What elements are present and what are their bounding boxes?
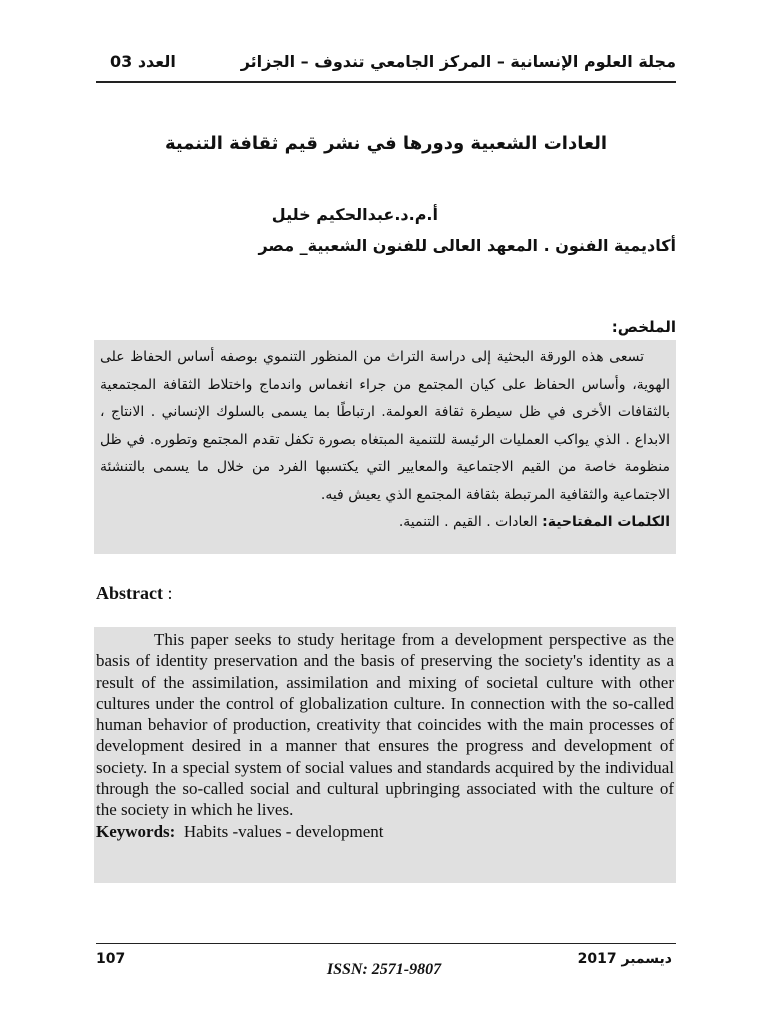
english-keywords-label: Keywords:: [96, 821, 176, 841]
english-abstract-box: [94, 627, 676, 883]
page-number: 107: [96, 951, 126, 967]
arabic-abstract-heading: الملخص:: [611, 318, 676, 336]
issn: ISSN: 2571-9807: [326, 961, 442, 978]
english-keywords: [96, 821, 674, 843]
author-affiliation: أكاديمية الفنون . المعهد العالى للفنون الشعبية_ مصر: [258, 236, 676, 255]
issue-label: العدد: [137, 52, 176, 71]
arabic-abstract-box: [94, 340, 676, 554]
article-title: العادات الشعبية ودورها في نشر قيم ثقافة التنمية: [164, 133, 608, 154]
issue-date: ديسمبر 2017: [577, 951, 672, 967]
arabic-keywords-value: العادات . القيم . التنمية.: [398, 514, 538, 530]
arabic-keywords: [100, 509, 670, 535]
english-abstract-heading: [96, 583, 173, 604]
arabic-abstract-text: تسعى هذه الورقة البحثية إلى دراسة التراث من المنظور التنموي بوصفه أساس الحفاظ على الهوية، وأساس الحفاظ على كيان المجتمع من جراء انغماس واندماج واختلاط الثقافة المجتمعية بالثقافات الأخرى في ظل سيطرة ثقافة العولمة. ارتباطًا بما يسمى بالسلوك الإنساني . الانتاج ، الابداع . الذي يواكب العمليات الرئيسة للتنمية المبتغاه بصورة تكفل تقدم المجتمع وتطوره. في ظل منظومة خاصة من القيم الاجتماعية والمعايير التي يكتسبها الفرد من خلال ما يسمى بالتنشئة الاجتماعية والثقافية المرتبطة بثقافة المجتمع الذي يعيش فيه.: [100, 349, 670, 503]
english-keywords-value: Habits -values - development: [183, 821, 384, 841]
footer-divider: [96, 943, 676, 944]
english-abstract-text: This paper seeks to study heritage from a development perspective as the basis of identity preservation and the basis of preserving the society's identity as a result of the assimilation, assimilation and mixing of societal culture with other cultures under the control of globalization culture. In connection with the so-called human behavior of production, creativity that coincides with the main processes of development desired in a manner that ensures the progress and development of society. In a special system of social values and standards acquired by the individual through the so-called social and cultural upbringing associated with the culture of the society in which he lives.: [96, 630, 674, 820]
english-abstract-label-suffix: :: [162, 583, 173, 603]
header-divider: [96, 81, 676, 83]
issue-number: [110, 52, 176, 71]
journal-name: مجلة العلوم الإنسانية – المركز الجامعي تندوف – الجزائر: [240, 52, 676, 71]
arabic-keywords-label: الكلمات المفتاحية:: [542, 514, 670, 530]
english-abstract-label: Abstract: [96, 583, 163, 603]
issue-value: 03: [110, 52, 133, 71]
author-name: أ.م.د.عبدالحكيم خليل: [271, 205, 438, 224]
